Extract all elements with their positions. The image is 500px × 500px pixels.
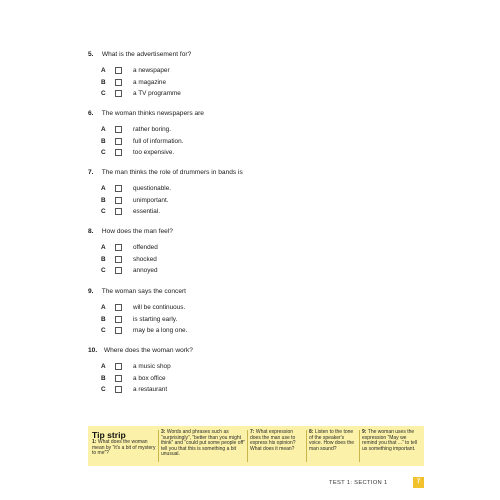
option-list [88,125,418,160]
option-text: a TV programme [133,90,181,97]
option-letter: A [101,67,106,74]
option-letter: B [101,255,106,263]
answer-checkbox[interactable] [115,67,122,74]
answer-checkbox[interactable] [115,208,122,215]
option-a[interactable] [88,125,418,137]
option-list [88,66,418,101]
option-letter: A [101,185,106,192]
tip-divider [306,430,307,462]
question-stem [88,227,418,236]
question-stem [88,168,418,177]
question-10 [88,346,418,397]
question-stem [88,109,418,118]
question-text: The woman says the concert [101,288,187,295]
option-a[interactable] [88,184,418,196]
option-letter: A [101,244,106,251]
option-text: essential. [133,208,160,215]
option-text: too expensive. [133,149,175,156]
tip-item-3 [161,430,245,458]
option-text: offended [133,244,158,251]
question-text: How does the man feel? [101,228,173,235]
question-5 [88,50,418,101]
tip-text: The woman uses the expression “May we remind you that ...” to tell us something important. [362,429,418,452]
question-number: 5. [88,51,94,58]
option-a[interactable] [88,243,418,255]
option-b[interactable] [88,196,418,208]
option-text: annoyed [133,267,158,274]
tip-text: Listen to the tone of the speaker's voice. How does the man sound? [309,429,355,452]
question-stem [88,287,418,296]
answer-checkbox[interactable] [115,244,122,251]
question-number: 10. [88,347,98,354]
question-number: 7. [88,169,94,176]
tip-number: 9: [362,429,367,435]
tip-strip [88,426,424,466]
option-list [88,362,418,397]
question-8 [88,227,418,278]
answer-checkbox[interactable] [115,375,122,382]
option-text: a restaurant [133,386,168,393]
option-text: unimportant. [133,196,169,204]
option-c[interactable] [88,89,418,101]
option-letter: C [101,267,106,274]
answer-checkbox[interactable] [115,267,122,274]
question-stem [88,50,418,59]
option-text: a music shop [133,363,171,370]
tip-strip-intro [92,430,158,457]
answer-checkbox[interactable] [115,256,122,263]
answer-checkbox[interactable] [115,386,122,393]
tip-divider [158,430,159,462]
answer-checkbox[interactable] [115,126,122,133]
tip-number: 1: [92,439,97,445]
option-a[interactable] [88,303,418,315]
answer-checkbox[interactable] [115,149,122,156]
option-text: shocked [133,255,157,263]
question-number: 9. [88,288,94,295]
option-text: full of information. [133,137,184,145]
question-9 [88,287,418,338]
section-label: TEST 1: SECTION 1 [329,480,388,486]
option-c[interactable] [88,266,418,278]
option-letter: C [101,90,106,97]
option-letter: A [101,126,106,133]
option-letter: B [101,315,106,323]
option-letter: C [101,386,106,393]
tip-text: What does the woman mean by “it's a bit of mystery to me”? [92,439,156,457]
option-b[interactable] [88,137,418,149]
answer-checkbox[interactable] [115,90,122,97]
answer-checkbox[interactable] [115,316,122,323]
option-b[interactable] [88,255,418,267]
question-number: 8. [88,228,94,235]
option-letter: A [101,304,106,311]
answer-checkbox[interactable] [115,304,122,311]
option-text: will be continuous. [133,304,186,311]
option-letter: C [101,327,106,334]
question-text: Where does the woman work? [103,347,193,354]
question-number: 6. [88,110,94,117]
option-c[interactable] [88,207,418,219]
tip-item-7 [250,430,304,452]
question-6 [88,109,418,160]
option-b[interactable] [88,315,418,327]
option-list [88,303,418,338]
option-letter: A [101,363,106,370]
option-letter: B [101,374,106,382]
option-text: is starting early. [133,315,178,323]
option-a[interactable] [88,66,418,78]
question-text: The man thinks the role of drummers in bands is [101,169,243,176]
option-letter: B [101,196,106,204]
tip-item-8 [309,430,357,452]
tip-number: 7: [250,429,255,435]
tip-item-9 [362,430,420,452]
option-a[interactable] [88,362,418,374]
option-text: a box office [133,374,166,382]
answer-checkbox[interactable] [115,138,122,145]
tip-strip-title: Tip strip [92,430,126,440]
option-list [88,243,418,278]
question-7 [88,168,418,219]
option-text: rather boring. [133,126,172,133]
question-text: The woman thinks newspapers are [101,110,204,117]
tip-divider [359,430,360,462]
option-letter: B [101,137,106,145]
option-list [88,184,418,219]
option-letter: C [101,149,106,156]
option-c[interactable] [88,385,418,397]
question-text: What is the advertisement for? [101,51,192,58]
question-stem [88,346,418,355]
answer-checkbox[interactable] [115,79,122,86]
answer-checkbox[interactable] [115,197,122,204]
option-c[interactable] [88,326,418,338]
option-text: may be a long one. [133,327,188,334]
tip-text: Words and phrases such as “surprisingly”, “better than you might think” and “could put some people off” tell you that this is something a bit unusual. [161,429,245,458]
answer-checkbox[interactable] [115,185,122,192]
tip-text: What expression does the man use to express his opinion? What does it mean? [250,429,296,452]
option-b[interactable] [88,374,418,386]
tip-number: 8: [309,429,314,435]
option-c[interactable] [88,148,418,160]
answer-checkbox[interactable] [115,363,122,370]
option-text: a newspaper [133,67,170,74]
option-text: questionable. [133,185,172,192]
answer-checkbox[interactable] [115,327,122,334]
option-b[interactable] [88,78,418,90]
tip-number: 3: [161,429,166,435]
option-text: a magazine [133,78,167,86]
tip-item-1 [92,440,158,457]
option-letter: C [101,208,106,215]
option-letter: B [101,78,106,86]
page-number: 7 [413,477,424,488]
tip-divider [247,430,248,462]
